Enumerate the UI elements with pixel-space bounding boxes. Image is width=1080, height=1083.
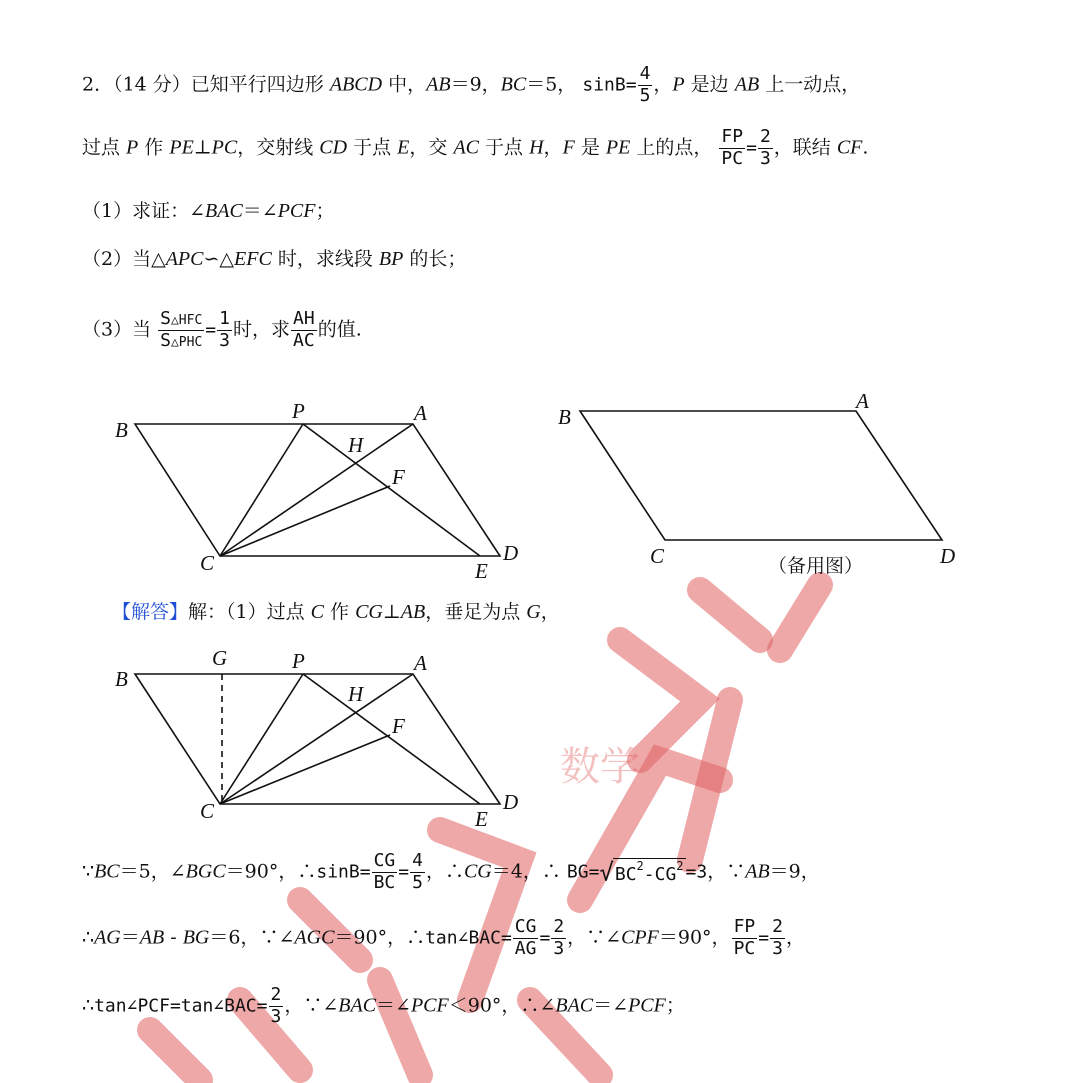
text-ab: AB [400, 601, 426, 623]
equals: = [256, 995, 268, 1017]
equals: = [359, 861, 371, 883]
problem-number: 2．（14 分）已知平行四边形 [82, 73, 330, 96]
text: ＝∠ [242, 200, 278, 222]
text-bac: BAC [205, 200, 243, 222]
numerator: AH [293, 308, 315, 329]
text: 于点 [479, 136, 530, 159]
text: 解：（1）过点 [188, 601, 311, 623]
numerator: 2 [759, 126, 771, 147]
answer-heading: 【解答】 [112, 601, 189, 623]
text: ＝6，∵∠ [209, 926, 295, 949]
solution-line-3 [82, 986, 685, 1027]
text: - [164, 926, 183, 949]
text-bg: BG [182, 926, 210, 949]
text: 是边 [684, 73, 735, 96]
text: 过点 [82, 136, 127, 159]
equals: = [758, 927, 770, 949]
segment-ac [220, 674, 413, 804]
tan-equality: tan∠PCF=tan∠BAC [94, 995, 257, 1017]
exponent: 2 [636, 859, 644, 874]
similar-symbol: ∽ [203, 248, 220, 270]
denominator: AC [293, 329, 315, 351]
text: （3）当 [82, 318, 152, 341]
sqrt-sign: √ [599, 858, 614, 887]
text: △ [219, 248, 235, 270]
equals: = [500, 927, 512, 949]
label-f: F [392, 465, 405, 489]
text: 是 [574, 136, 606, 159]
text: ， [543, 136, 563, 159]
label-b: B [115, 418, 128, 442]
text: ＝5，∠ [119, 860, 186, 883]
numerator: 2 [553, 916, 565, 937]
numerator: 2 [772, 916, 783, 937]
segment-cf [220, 735, 390, 804]
text: 于点 [347, 136, 398, 159]
text: ， [653, 73, 673, 96]
text-g: G [526, 601, 541, 623]
label-f: F [392, 714, 405, 738]
perp-symbol: ⊥ [193, 136, 212, 159]
label-a: A [856, 389, 869, 413]
text-pcf: PCF [410, 994, 449, 1017]
numerator: FP [733, 916, 756, 937]
label-a: A [414, 651, 427, 675]
text-f: F [562, 136, 575, 159]
label-b: B [115, 667, 128, 691]
solution-line-2 [82, 918, 805, 959]
fraction-2-3 [551, 918, 566, 959]
label-d: D [503, 790, 519, 814]
text: ； [315, 200, 335, 222]
sinb-label: sinB [582, 74, 626, 96]
text: ， [785, 926, 805, 949]
text-pcf: PCF [628, 994, 666, 1017]
text-efc: EFC [234, 248, 272, 270]
label-g: G [212, 646, 228, 670]
text-cpf: CPF [621, 926, 659, 949]
bg-label: BG= [566, 861, 600, 883]
numerator: 4 [412, 850, 423, 871]
text: ∵ [82, 860, 95, 883]
text: ＝90°， [658, 926, 731, 949]
equals: = [398, 861, 410, 883]
equals: = [625, 74, 637, 96]
text: ＝90°，∴ [334, 926, 426, 949]
text-ab: AB [734, 73, 760, 96]
radicand-cg: -CG [643, 864, 677, 886]
label-c: C [200, 799, 215, 823]
text: 作 [138, 136, 170, 159]
text-apc: APC [165, 248, 204, 270]
area-s: S [160, 308, 171, 329]
area-s: S [160, 329, 171, 351]
label-e: E [475, 807, 488, 831]
subscript-phc: △PHC [170, 334, 203, 350]
text: ，交射线 [237, 136, 320, 159]
denominator: PC [721, 147, 744, 169]
label-d: D [503, 541, 519, 565]
text-ab: AB [745, 860, 770, 883]
numerator: FP [721, 126, 744, 147]
numerator: CG [373, 850, 396, 871]
text: 时，求 [232, 318, 290, 341]
text: 的值. [317, 318, 362, 341]
label-d: D [940, 544, 956, 568]
text-c: C [310, 601, 324, 623]
text-bc: BC [94, 860, 120, 883]
sqrt-content [613, 858, 686, 887]
label-h: H [348, 682, 364, 706]
fraction-2-3 [770, 918, 785, 959]
text: ，∵ [707, 860, 746, 883]
text: ＝9， [450, 73, 501, 96]
text-h: H [529, 136, 544, 159]
text-e: E [397, 136, 410, 159]
text: （2）当△ [82, 248, 166, 270]
text: ∴ [82, 926, 95, 949]
label-c: C [200, 551, 215, 575]
tan-bac: tan∠BAC [425, 927, 501, 949]
fraction-fp-pc [732, 918, 758, 959]
segment-pc [220, 674, 303, 804]
text: ＝∠ [376, 994, 411, 1017]
text: 时，求线段 [271, 248, 379, 270]
text: （1）求证：∠ [82, 200, 206, 222]
text-abcd: ABCD [329, 73, 383, 96]
text-cd: CD [319, 136, 348, 159]
text: ，交 [409, 136, 454, 159]
denominator: 3 [270, 1005, 282, 1027]
equals: = [205, 319, 217, 341]
text-bc: BC [500, 73, 527, 96]
denominator: 3 [219, 329, 230, 351]
label-a: A [414, 401, 427, 425]
text-bgc: BGC [185, 860, 226, 883]
numerator: 2 [270, 984, 282, 1005]
numerator: 1 [219, 308, 230, 329]
text: ，联结 [773, 136, 837, 159]
solution-line-1 [82, 852, 820, 893]
label-p: P [292, 399, 305, 423]
text: 的长； [403, 248, 467, 270]
text-pe: PE [169, 136, 194, 159]
denominator: 5 [639, 84, 651, 106]
fraction-4-5 [410, 852, 425, 893]
equals: = [746, 137, 757, 159]
subscript-hfc: △HFC [170, 313, 203, 328]
text: ，∵∠ [567, 926, 622, 949]
denominator: PC [733, 937, 756, 959]
text-ac: AC [453, 136, 479, 159]
text-p: P [126, 136, 139, 159]
text: ，∴ [425, 860, 464, 883]
text-pc: PC [211, 136, 238, 159]
text-bac: BAC [338, 994, 377, 1017]
fraction-cg-ag [513, 918, 539, 959]
text: ∴ [82, 994, 95, 1017]
text-ag: AG [94, 926, 121, 949]
text: 上的点， [630, 136, 713, 159]
label-p: P [292, 649, 305, 673]
label-b: B [558, 405, 571, 429]
text: ，垂足为点 [425, 601, 527, 623]
text-agc: AGC [294, 926, 335, 949]
watermark-text: 数学 [560, 744, 640, 790]
text-cf: CF [836, 136, 863, 159]
label-e: E [475, 559, 488, 583]
text: ＜90°，∴∠ [448, 994, 556, 1017]
fraction-2-3 [269, 986, 284, 1027]
denominator: AG [514, 937, 537, 959]
text-ab: AB [139, 926, 165, 949]
label-c: C [650, 544, 665, 568]
segment-pe [303, 674, 480, 804]
text: ＝5， [526, 73, 577, 96]
denominator: BC [373, 871, 396, 893]
radicand-bc: BC [614, 864, 637, 886]
text: ，∵∠ [284, 994, 339, 1017]
text: . [862, 136, 869, 159]
text-bac: BAC [555, 994, 594, 1017]
sinb-label: sinB [316, 861, 360, 883]
equals: = [539, 927, 551, 949]
fraction-cg-bc [372, 852, 398, 893]
text: ＝9， [769, 860, 820, 883]
numerator: 4 [639, 63, 651, 84]
text: 上一动点， [759, 73, 861, 96]
text-pe: PE [605, 136, 631, 159]
text-cg: CG [355, 601, 383, 623]
text-pcf: PCF [277, 200, 316, 222]
denominator: 3 [759, 147, 771, 169]
text: ＝ [120, 926, 140, 949]
text: ； [665, 994, 685, 1017]
text-p: P [672, 73, 685, 96]
numerator: CG [514, 916, 537, 937]
denominator: 3 [553, 937, 565, 959]
text: 中， [382, 73, 427, 96]
text: ＝90°，∴ [225, 860, 317, 883]
backup-caption: （备用图） [768, 555, 864, 577]
text-ab: AB [426, 73, 451, 96]
text: ， [540, 601, 560, 623]
text: 作 [324, 601, 356, 623]
text-cg: CG [463, 860, 492, 883]
denominator: 5 [412, 871, 423, 893]
perp-symbol: ⊥ [382, 601, 401, 623]
text: ＝∠ [593, 994, 629, 1017]
exponent: 2 [676, 859, 684, 874]
text-bp: BP [378, 248, 404, 270]
label-h: H [348, 433, 364, 457]
denominator: 3 [772, 937, 783, 959]
result: =3 [685, 861, 708, 883]
text: ＝4，∴ [491, 860, 567, 883]
